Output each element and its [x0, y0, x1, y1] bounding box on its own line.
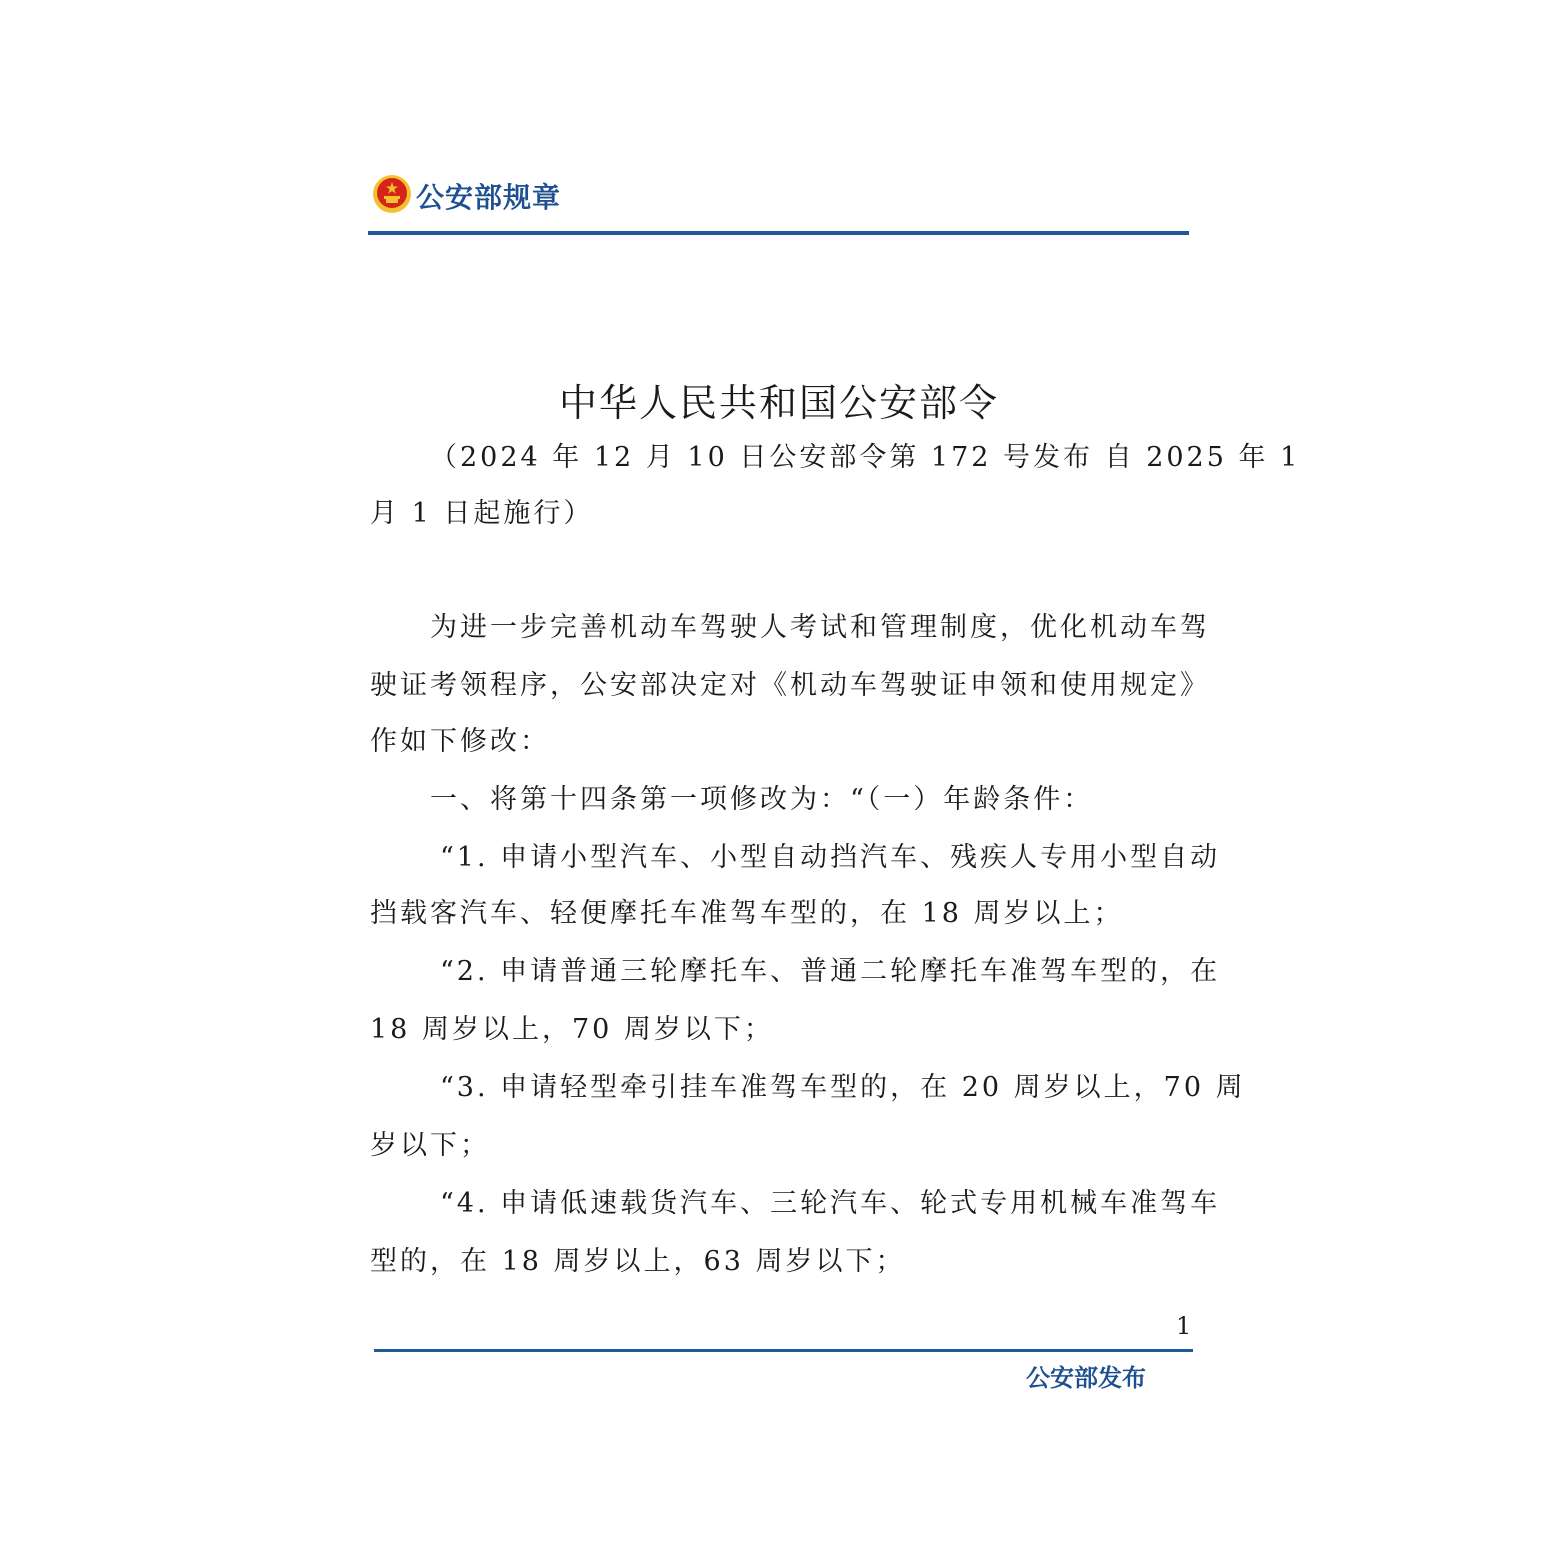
header-divider: [368, 231, 1189, 235]
clause-item: “2. 申请普通三轮摩托车、普通二轮摩托车准驾车型的，在: [440, 956, 1221, 987]
body-line: 驶证考领程序，公安部决定对《机动车驾驶证申领和使用规定》: [370, 670, 1210, 701]
body-line: 作如下修改：: [370, 726, 550, 757]
footer-publisher: 公安部发布: [1026, 1364, 1146, 1392]
clause-item: 挡载客汽车、轻便摩托车准驾车型的，在 18 周岁以上；: [370, 898, 1124, 929]
clause-item: 岁以下；: [370, 1130, 490, 1161]
issuance-note-line-2: 月 1 日起施行）: [370, 498, 594, 529]
clause-item: “1. 申请小型汽车、小型自动挡汽车、残疾人专用小型自动: [440, 842, 1221, 873]
header-title: 公安部规章: [416, 181, 562, 214]
clause-item: “3. 申请轻型牵引挂车准驾车型的，在 20 周岁以上，70 周: [440, 1072, 1246, 1103]
clause-item: “4. 申请低速载货汽车、三轮汽车、轮式专用机械车准驾车: [440, 1188, 1221, 1219]
page-number: 1: [1176, 1312, 1192, 1340]
footer-divider: [374, 1349, 1193, 1352]
amendment-heading: 一、将第十四条第一项修改为：“（一）年龄条件：: [430, 784, 1094, 815]
document-title: 中华人民共和国公安部令: [558, 381, 999, 425]
body-line: 为进一步完善机动车驾驶人考试和管理制度，优化机动车驾: [430, 612, 1210, 643]
document-header: [370, 170, 1190, 220]
clause-item: 型的，在 18 周岁以上，63 周岁以下；: [370, 1246, 906, 1277]
clause-item: 18 周岁以上，70 周岁以下；: [370, 1014, 774, 1045]
issuance-note-line-1: （2024 年 12 月 10 日公安部令第 172 号发布 自 2025 年 1: [430, 442, 1301, 473]
national-emblem-icon: [372, 174, 412, 214]
